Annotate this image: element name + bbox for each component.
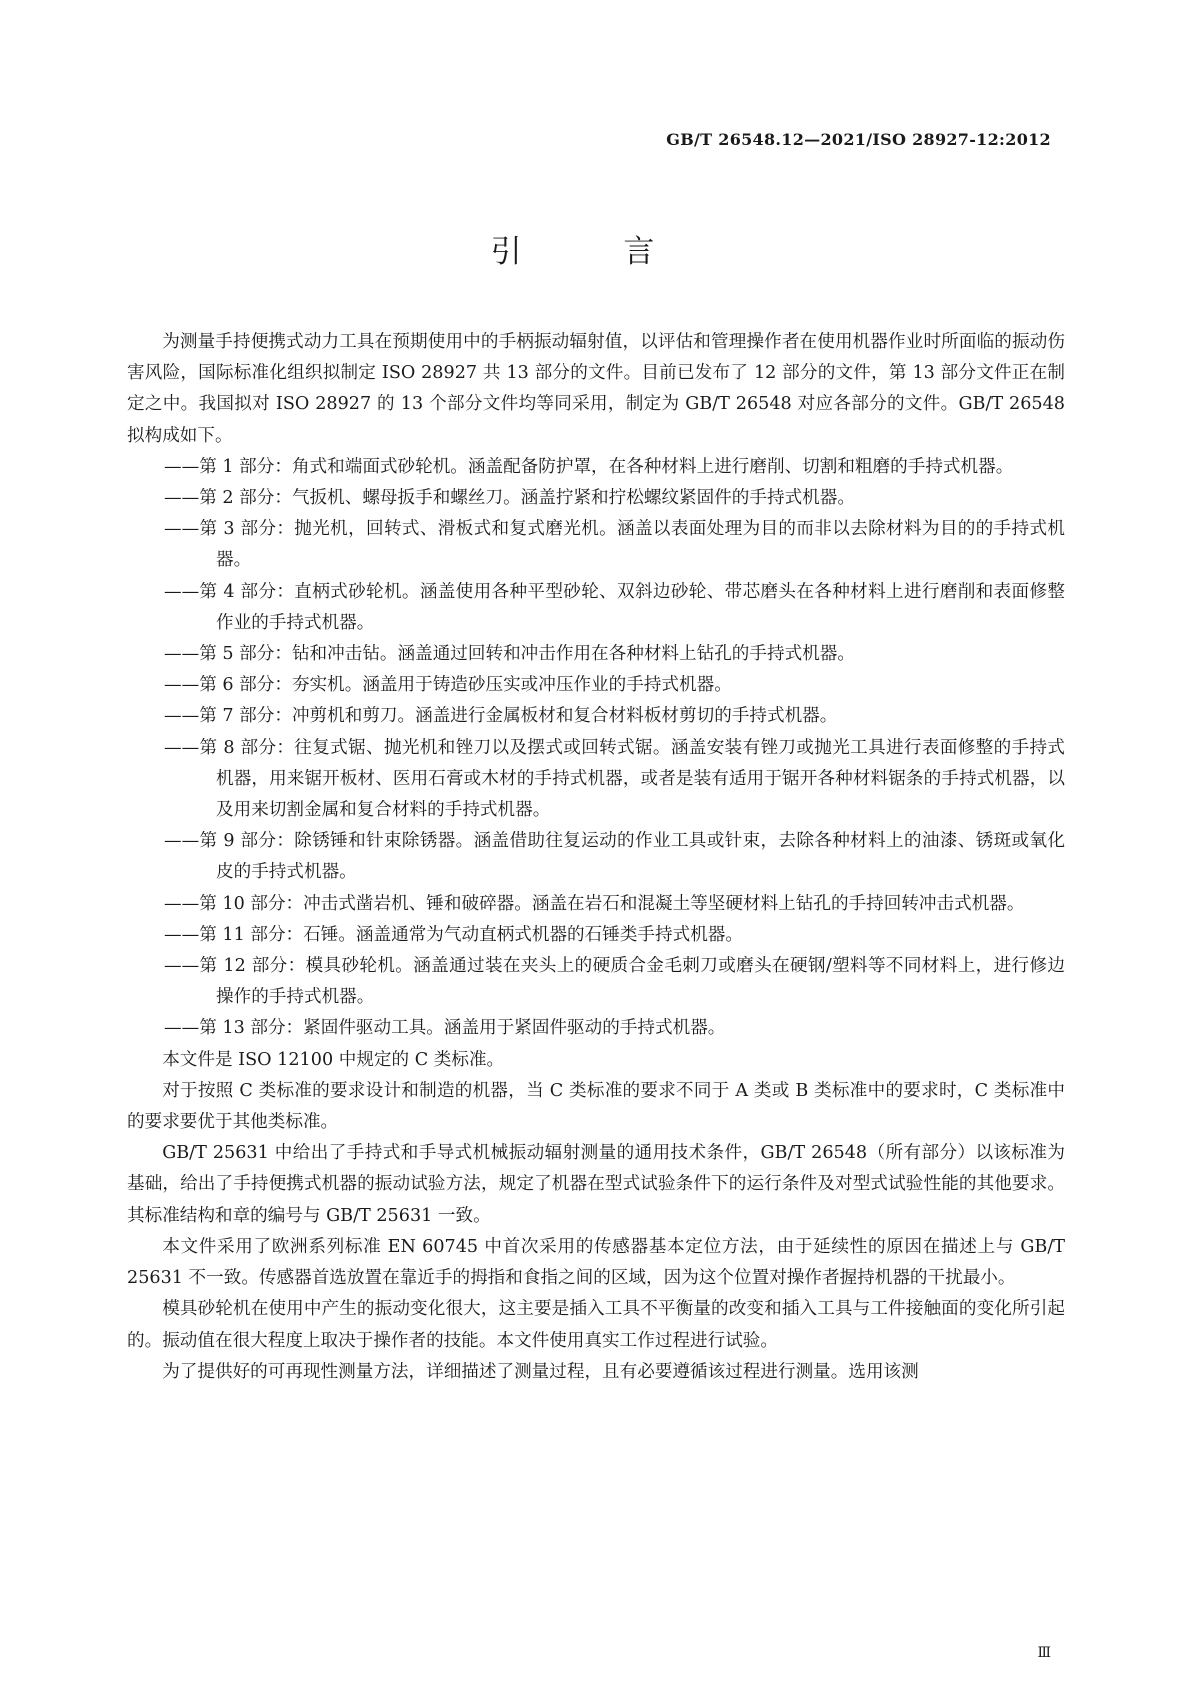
list-item: ——第 10 部分：冲击式凿岩机、锤和破碎器。涵盖在岩石和混凝土等坚硬材料上钻孔的手持回转冲击式机器。 [164, 893, 1025, 914]
list-item: ——第 12 部分：模具砂轮机。涵盖通过装在夹头上的硬质合金毛刺刀或磨头在硬钢/塑料等不同材料上，进行修边操作的手持式机器。 [164, 956, 1065, 1008]
list-item: ——第 7 部分：冲剪机和剪刀。涵盖进行金属板材和复合材料板材剪切的手持式机器。 [164, 706, 838, 727]
list-item: ——第 5 部分：钻和冲击钻。涵盖通过回转和冲击作用在各种材料上钻孔的手持式机器。 [164, 644, 855, 665]
list-item: ——第 2 部分：气扳机、螺母扳手和螺丝刀。涵盖拧紧和拧松螺纹紧固件的手持式机器。 [164, 488, 855, 509]
page-title: 引 言 [490, 234, 701, 270]
body-paragraph: 对于按照 C 类标准的要求设计和制造的机器，当 C 类标准的要求不同于 A 类或 B 类标准中的要求时，C 类标准中的要求要优于其他类标准。 [127, 1080, 1065, 1133]
list-item: ——第 13 部分：紧固件驱动工具。涵盖用于紧固件驱动的手持式机器。 [164, 1018, 726, 1039]
list-item: ——第 3 部分：抛光机，回转式、滑板式和复式磨光机。涵盖以表面处理为目的而非以去除材料为目的的手持式机器。 [164, 519, 1065, 571]
list-item: ——第 4 部分：直柄式砂轮机。涵盖使用各种平型砂轮、双斜边砂轮、带芯磨头在各种材料上进行磨削和表面修整作业的手持式机器。 [164, 581, 1065, 633]
intro-paragraph: 为测量手持便携式动力工具在预期使用中的手柄振动辐射值，以评估和管理操作者在使用机器作业时所面临的振动伤害风险，国际标准化组织拟制定 ISO 28927 共 13 部分的文件。目前已发布了 12 部分的文件，第 13 部分文件正在制定之中。我国拟对 ISO 28927 的 13 个部分文件均等同采用，制定为 GB/T 26548 对应各部分的文件。GB/T 26548 拟构成如下。 [127, 332, 1065, 446]
list-item: ——第 8 部分：往复式锯、抛光机和锉刀以及摆式或回转式锯。涵盖安装有锉刀或抛光工具进行表面修整的手持式机器，用来锯开板材、医用石膏或木材的手持式机器，或者是装有适用于锯开各种材料锯条的手持式机器，以及用来切割金属和复合材料的手持式机器。 [164, 737, 1065, 821]
list-item: ——第 6 部分：夯实机。涵盖用于铸造砂压实或冲压作业的手持式机器。 [164, 675, 732, 696]
body-text [127, 327, 1065, 1388]
page-number: Ⅲ [1037, 1645, 1051, 1661]
body-paragraph: 本文件采用了欧洲系列标准 EN 60745 中首次采用的传感器基本定位方法，由于延续性的原因在描述上与 GB/T 25631 不一致。传感器首选放置在靠近手的拇指和食指之间的区域，因为这个位置对操作者握持机器的干扰最小。 [127, 1236, 1065, 1289]
list-item: ——第 9 部分：除锈锤和针束除锈器。涵盖借助往复运动的作业工具或针束，去除各种材料上的油漆、锈斑或氧化皮的手持式机器。 [164, 831, 1065, 883]
list-item: ——第 11 部分：石锤。涵盖通常为气动直柄式机器的石锤类手持式机器。 [164, 924, 743, 945]
body-paragraph: GB/T 25631 中给出了手持式和手导式机械振动辐射测量的通用技术条件，GB/T 26548（所有部分）以该标准为基础，给出了手持便携式机器的振动试验方法，规定了机器在型式试验条件下的运行条件及对型式试验性能的其他要求。其标准结构和章的编号与 GB/T 25631 一致。 [127, 1143, 1065, 1226]
body-paragraph: 为了提供好的可再现性测量方法，详细描述了测量过程，且有必要遵循该过程进行测量。选用该测 [162, 1361, 919, 1382]
body-paragraph: 本文件是 ISO 12100 中规定的 C 类标准。 [162, 1049, 505, 1070]
standard-code: GB/T 26548.12—2021/ISO 28927-12:2012 [666, 130, 1051, 149]
body-paragraph: 模具砂轮机在使用中产生的振动变化很大，这主要是插入工具不平衡量的改变和插入工具与工件接触面的变化所引起的。振动值在很大程度上取决于操作者的技能。本文件使用真实工作过程进行试验。 [127, 1299, 1065, 1351]
list-item: ——第 1 部分：角式和端面式砂轮机。涵盖配备防护罩，在各种材料上进行磨削、切割和粗磨的手持式机器。 [164, 456, 1014, 477]
